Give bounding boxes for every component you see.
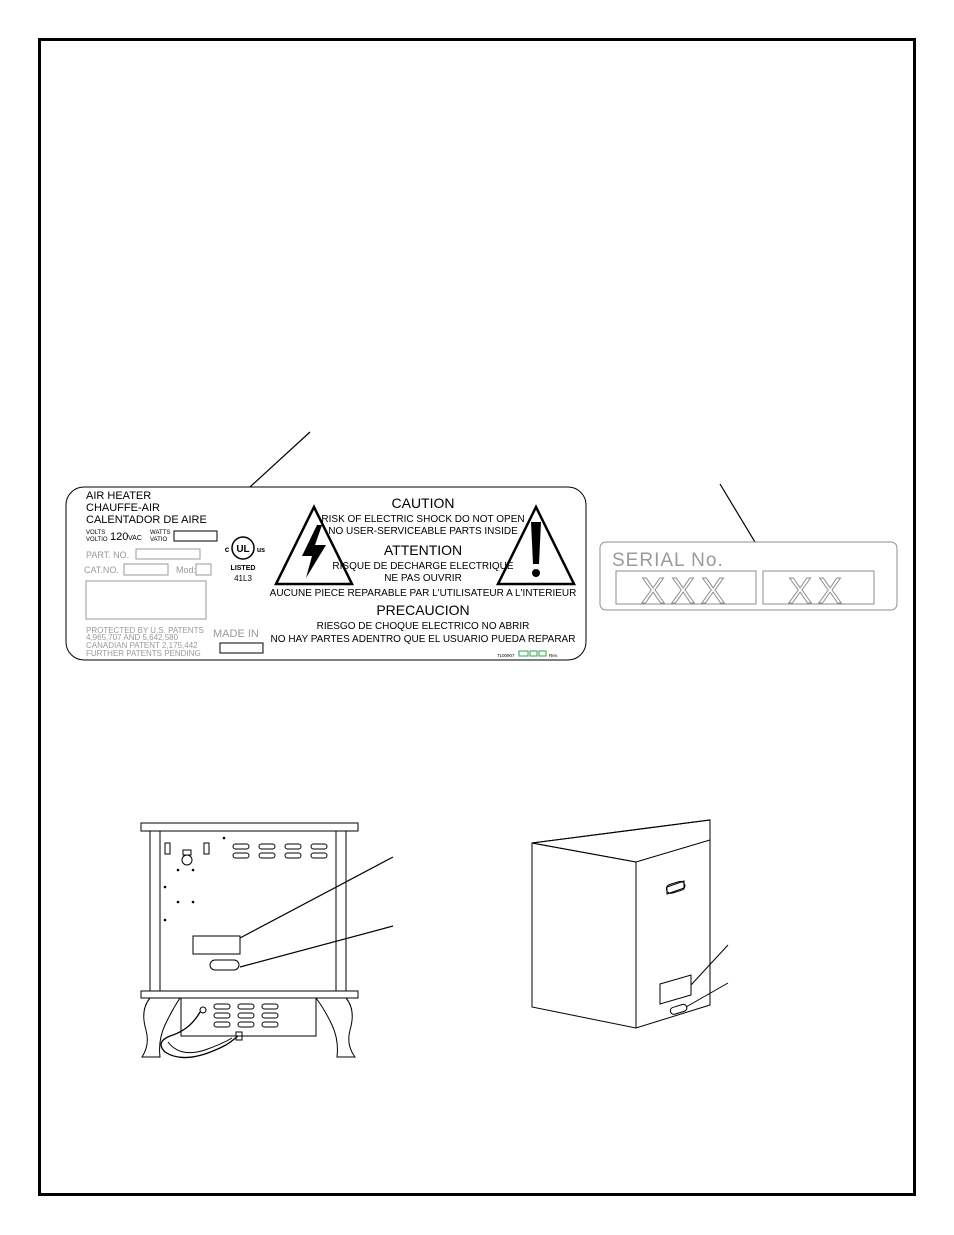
watts-label-1: WATTS bbox=[150, 530, 171, 536]
precaucion-title: PRECAUCION bbox=[376, 602, 470, 618]
made-in-label: MADE IN bbox=[213, 628, 259, 640]
serial-plate bbox=[600, 542, 897, 611]
attention-line-1: RISQUE DE DECHARGE ELECTRIQUE bbox=[332, 561, 514, 572]
attention-title: ATTENTION bbox=[383, 542, 463, 558]
listing-code: 41L3 bbox=[234, 574, 252, 583]
rear-view-leaders bbox=[240, 857, 393, 967]
rear-vents bbox=[233, 844, 327, 858]
patents-line-2: 4,965,707 AND 5,642,580 bbox=[86, 633, 179, 642]
attention-line-2: NE PAS OUVRIR bbox=[384, 573, 462, 584]
rear-serial-plate-location bbox=[210, 960, 239, 970]
cabinet-isometric-view bbox=[532, 820, 710, 1028]
product-name-es: CALENTADOR DE AIRE bbox=[86, 514, 207, 526]
patents-line-3: CANADIAN PATENT 2,175,442 bbox=[86, 641, 198, 650]
attention-line-3: AUCUNE PIECE REPARABLE PAR L'UTILISATEUR A L'INTERIEUR bbox=[269, 588, 577, 599]
rating-plate bbox=[66, 487, 586, 660]
watts-label-2: VATIO bbox=[150, 537, 168, 543]
serial-label: SERIAL No. bbox=[612, 550, 724, 571]
product-name-fr: CHAUFFE-AIR bbox=[86, 502, 160, 514]
power-cord bbox=[161, 1012, 238, 1058]
us-mark-text: us bbox=[256, 547, 266, 554]
volts-unit: VAC bbox=[128, 535, 142, 542]
footer-code: 7100907 bbox=[497, 653, 515, 658]
cabinet-leaders bbox=[686, 945, 728, 1007]
caution-title: CAUTION bbox=[391, 495, 455, 511]
serial-field-1-text: XXX bbox=[640, 570, 732, 611]
product-name-en: AIR HEATER bbox=[86, 490, 152, 502]
c-mark-text: c bbox=[224, 545, 230, 554]
volts-label-2: VOLTIO bbox=[86, 537, 108, 543]
patents-line-1: PROTECTED BY U.S. PATENTS bbox=[86, 626, 204, 635]
cabinet-rating-plate-location bbox=[660, 975, 691, 1004]
serial-field-2-text: XX bbox=[787, 570, 849, 611]
footer-rev: Rev. bbox=[549, 653, 558, 658]
precaucion-line-1: RIESGO DE CHOQUE ELECTRICO NO ABRIR bbox=[316, 621, 530, 632]
precaucion-line-2: NO HAY PARTES ADENTRO QUE EL USUARIO PUEDA REPARAR bbox=[270, 634, 576, 645]
ul-mark-text: UL bbox=[236, 544, 250, 555]
patents-line-4: FURTHER PATENTS PENDING bbox=[86, 649, 201, 658]
cabinet-serial-plate-location bbox=[669, 1003, 687, 1015]
part-no-label: PART. NO. bbox=[86, 550, 130, 560]
cat-no-label: CAT.NO. bbox=[84, 565, 119, 575]
rear-rating-plate-location bbox=[193, 936, 240, 954]
mod-label: Mod: bbox=[176, 565, 197, 575]
listed-text: LISTED bbox=[230, 565, 256, 572]
base-vents bbox=[214, 1004, 278, 1027]
caution-line-2: NO USER-SERVICEABLE PARTS INSIDE bbox=[328, 526, 518, 537]
volts-label-1: VOLTS bbox=[86, 530, 106, 536]
caution-line-1: RISK OF ELECTRIC SHOCK DO NOT OPEN bbox=[321, 514, 525, 525]
heater-rear-view bbox=[141, 823, 358, 1058]
volts-value: 120 bbox=[110, 531, 129, 543]
